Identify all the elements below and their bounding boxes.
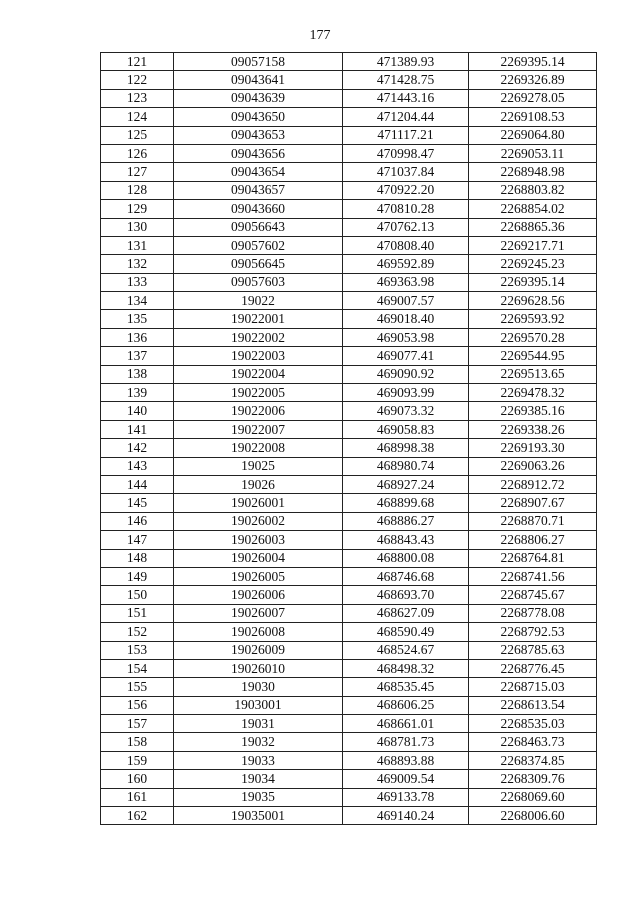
row-number-cell: 136 [101, 328, 174, 346]
y-coordinate-cell: 2269245.23 [469, 255, 597, 273]
coordinates-table [100, 52, 597, 825]
row-number-cell: 159 [101, 751, 174, 769]
row-number-cell: 144 [101, 475, 174, 493]
row-number-cell: 158 [101, 733, 174, 751]
table-row [101, 623, 597, 641]
row-number-cell: 125 [101, 126, 174, 144]
row-number-cell: 121 [101, 53, 174, 71]
y-coordinate-cell: 2268309.76 [469, 770, 597, 788]
y-coordinate-cell: 2269628.56 [469, 292, 597, 310]
table-row [101, 512, 597, 530]
row-number-cell: 161 [101, 788, 174, 806]
y-coordinate-cell: 2269193.30 [469, 439, 597, 457]
table-body [101, 53, 597, 825]
row-number-cell: 133 [101, 273, 174, 291]
y-coordinate-cell: 2268785.63 [469, 641, 597, 659]
row-number-cell: 145 [101, 494, 174, 512]
table-row [101, 365, 597, 383]
point-code-cell: 19026005 [174, 567, 343, 585]
table-row [101, 236, 597, 254]
row-number-cell: 160 [101, 770, 174, 788]
point-code-cell: 09043654 [174, 163, 343, 181]
table-row [101, 181, 597, 199]
y-coordinate-cell: 2268870.71 [469, 512, 597, 530]
table-row [101, 420, 597, 438]
row-number-cell: 151 [101, 604, 174, 622]
row-number-cell: 146 [101, 512, 174, 530]
x-coordinate-cell: 468899.68 [343, 494, 469, 512]
table-row [101, 567, 597, 585]
y-coordinate-cell: 2269478.32 [469, 384, 597, 402]
row-number-cell: 140 [101, 402, 174, 420]
row-number-cell: 142 [101, 439, 174, 457]
x-coordinate-cell: 469073.32 [343, 402, 469, 420]
y-coordinate-cell: 2269570.28 [469, 328, 597, 346]
row-number-cell: 148 [101, 549, 174, 567]
x-coordinate-cell: 468746.68 [343, 567, 469, 585]
x-coordinate-cell: 468590.49 [343, 623, 469, 641]
y-coordinate-cell: 2268912.72 [469, 475, 597, 493]
x-coordinate-cell: 469592.89 [343, 255, 469, 273]
y-coordinate-cell: 2268948.98 [469, 163, 597, 181]
point-code-cell: 19025 [174, 457, 343, 475]
y-coordinate-cell: 2268613.54 [469, 696, 597, 714]
y-coordinate-cell: 2269395.14 [469, 273, 597, 291]
x-coordinate-cell: 469140.24 [343, 807, 469, 825]
x-coordinate-cell: 471117.21 [343, 126, 469, 144]
y-coordinate-cell: 2269385.16 [469, 402, 597, 420]
x-coordinate-cell: 468535.45 [343, 678, 469, 696]
y-coordinate-cell: 2268907.67 [469, 494, 597, 512]
x-coordinate-cell: 469093.99 [343, 384, 469, 402]
y-coordinate-cell: 2268745.67 [469, 586, 597, 604]
row-number-cell: 137 [101, 347, 174, 365]
y-coordinate-cell: 2268776.45 [469, 659, 597, 677]
x-coordinate-cell: 469090.92 [343, 365, 469, 383]
point-code-cell: 09043657 [174, 181, 343, 199]
row-number-cell: 156 [101, 696, 174, 714]
table-row [101, 751, 597, 769]
x-coordinate-cell: 468998.38 [343, 439, 469, 457]
y-coordinate-cell: 2268463.73 [469, 733, 597, 751]
x-coordinate-cell: 470808.40 [343, 236, 469, 254]
point-code-cell: 19022006 [174, 402, 343, 420]
y-coordinate-cell: 2269217.71 [469, 236, 597, 254]
y-coordinate-cell: 2268715.03 [469, 678, 597, 696]
y-coordinate-cell: 2268778.08 [469, 604, 597, 622]
point-code-cell: 19026002 [174, 512, 343, 530]
row-number-cell: 143 [101, 457, 174, 475]
table-row [101, 586, 597, 604]
x-coordinate-cell: 468606.25 [343, 696, 469, 714]
y-coordinate-cell: 2269338.26 [469, 420, 597, 438]
row-number-cell: 157 [101, 715, 174, 733]
y-coordinate-cell: 2269063.26 [469, 457, 597, 475]
table-row [101, 733, 597, 751]
table-row [101, 163, 597, 181]
row-number-cell: 154 [101, 659, 174, 677]
row-number-cell: 152 [101, 623, 174, 641]
table-row [101, 71, 597, 89]
table-row [101, 788, 597, 806]
table-row [101, 770, 597, 788]
table-row [101, 89, 597, 107]
y-coordinate-cell: 2268806.27 [469, 531, 597, 549]
point-code-cell: 19022004 [174, 365, 343, 383]
y-coordinate-cell: 2269395.14 [469, 53, 597, 71]
x-coordinate-cell: 470998.47 [343, 144, 469, 162]
point-code-cell: 19035001 [174, 807, 343, 825]
row-number-cell: 124 [101, 108, 174, 126]
y-coordinate-cell: 2268792.53 [469, 623, 597, 641]
point-code-cell: 19026003 [174, 531, 343, 549]
point-code-cell: 19035 [174, 788, 343, 806]
x-coordinate-cell: 468498.32 [343, 659, 469, 677]
row-number-cell: 153 [101, 641, 174, 659]
row-number-cell: 122 [101, 71, 174, 89]
point-code-cell: 19026001 [174, 494, 343, 512]
x-coordinate-cell: 469058.83 [343, 420, 469, 438]
x-coordinate-cell: 471037.84 [343, 163, 469, 181]
x-coordinate-cell: 469018.40 [343, 310, 469, 328]
table-row [101, 549, 597, 567]
point-code-cell: 09043656 [174, 144, 343, 162]
y-coordinate-cell: 2269513.65 [469, 365, 597, 383]
row-number-cell: 149 [101, 567, 174, 585]
table-row [101, 126, 597, 144]
y-coordinate-cell: 2268854.02 [469, 200, 597, 218]
table-row [101, 678, 597, 696]
x-coordinate-cell: 468927.24 [343, 475, 469, 493]
x-coordinate-cell: 469133.78 [343, 788, 469, 806]
point-code-cell: 19022001 [174, 310, 343, 328]
point-code-cell: 19022005 [174, 384, 343, 402]
y-coordinate-cell: 2268374.85 [469, 751, 597, 769]
table-row [101, 384, 597, 402]
point-code-cell: 09057602 [174, 236, 343, 254]
point-code-cell: 09043641 [174, 71, 343, 89]
x-coordinate-cell: 468661.01 [343, 715, 469, 733]
x-coordinate-cell: 469077.41 [343, 347, 469, 365]
point-code-cell: 09056643 [174, 218, 343, 236]
point-code-cell: 19026010 [174, 659, 343, 677]
table-row [101, 715, 597, 733]
point-code-cell: 1903001 [174, 696, 343, 714]
table-row [101, 604, 597, 622]
x-coordinate-cell: 470922.20 [343, 181, 469, 199]
row-number-cell: 138 [101, 365, 174, 383]
point-code-cell: 19026009 [174, 641, 343, 659]
x-coordinate-cell: 468843.43 [343, 531, 469, 549]
table-row [101, 439, 597, 457]
x-coordinate-cell: 471443.16 [343, 89, 469, 107]
table-row [101, 494, 597, 512]
table-row [101, 108, 597, 126]
y-coordinate-cell: 2268865.36 [469, 218, 597, 236]
x-coordinate-cell: 471389.93 [343, 53, 469, 71]
y-coordinate-cell: 2269053.11 [469, 144, 597, 162]
y-coordinate-cell: 2268006.60 [469, 807, 597, 825]
table-row [101, 402, 597, 420]
x-coordinate-cell: 470810.28 [343, 200, 469, 218]
point-code-cell: 09057158 [174, 53, 343, 71]
y-coordinate-cell: 2268535.03 [469, 715, 597, 733]
row-number-cell: 132 [101, 255, 174, 273]
x-coordinate-cell: 468524.67 [343, 641, 469, 659]
point-code-cell: 19022007 [174, 420, 343, 438]
x-coordinate-cell: 471204.44 [343, 108, 469, 126]
table-row [101, 347, 597, 365]
point-code-cell: 19026006 [174, 586, 343, 604]
point-code-cell: 19022003 [174, 347, 343, 365]
table-row [101, 457, 597, 475]
point-code-cell: 09043650 [174, 108, 343, 126]
row-number-cell: 150 [101, 586, 174, 604]
point-code-cell: 19031 [174, 715, 343, 733]
row-number-cell: 123 [101, 89, 174, 107]
x-coordinate-cell: 468800.08 [343, 549, 469, 567]
table-row [101, 255, 597, 273]
x-coordinate-cell: 469009.54 [343, 770, 469, 788]
x-coordinate-cell: 468980.74 [343, 457, 469, 475]
y-coordinate-cell: 2268069.60 [469, 788, 597, 806]
x-coordinate-cell: 468627.09 [343, 604, 469, 622]
table-row [101, 144, 597, 162]
row-number-cell: 134 [101, 292, 174, 310]
point-code-cell: 09043639 [174, 89, 343, 107]
table-row [101, 53, 597, 71]
row-number-cell: 147 [101, 531, 174, 549]
point-code-cell: 19022 [174, 292, 343, 310]
row-number-cell: 135 [101, 310, 174, 328]
row-number-cell: 126 [101, 144, 174, 162]
row-number-cell: 127 [101, 163, 174, 181]
point-code-cell: 19034 [174, 770, 343, 788]
table-row [101, 659, 597, 677]
table-row [101, 292, 597, 310]
y-coordinate-cell: 2268741.56 [469, 567, 597, 585]
y-coordinate-cell: 2269278.05 [469, 89, 597, 107]
point-code-cell: 09043653 [174, 126, 343, 144]
row-number-cell: 128 [101, 181, 174, 199]
x-coordinate-cell: 469363.98 [343, 273, 469, 291]
row-number-cell: 129 [101, 200, 174, 218]
point-code-cell: 09056645 [174, 255, 343, 273]
point-code-cell: 19026004 [174, 549, 343, 567]
x-coordinate-cell: 470762.13 [343, 218, 469, 236]
point-code-cell: 19026 [174, 475, 343, 493]
point-code-cell: 19022008 [174, 439, 343, 457]
x-coordinate-cell: 468893.88 [343, 751, 469, 769]
table-row [101, 475, 597, 493]
table-row [101, 310, 597, 328]
row-number-cell: 155 [101, 678, 174, 696]
y-coordinate-cell: 2268764.81 [469, 549, 597, 567]
table-row [101, 273, 597, 291]
point-code-cell: 19026008 [174, 623, 343, 641]
table-row [101, 696, 597, 714]
row-number-cell: 141 [101, 420, 174, 438]
table-row [101, 218, 597, 236]
point-code-cell: 19032 [174, 733, 343, 751]
point-code-cell: 19022002 [174, 328, 343, 346]
row-number-cell: 131 [101, 236, 174, 254]
x-coordinate-cell: 469053.98 [343, 328, 469, 346]
point-code-cell: 19030 [174, 678, 343, 696]
x-coordinate-cell: 469007.57 [343, 292, 469, 310]
table-row [101, 200, 597, 218]
row-number-cell: 139 [101, 384, 174, 402]
y-coordinate-cell: 2269593.92 [469, 310, 597, 328]
y-coordinate-cell: 2269064.80 [469, 126, 597, 144]
x-coordinate-cell: 468886.27 [343, 512, 469, 530]
table-row [101, 531, 597, 549]
table-row [101, 807, 597, 825]
row-number-cell: 130 [101, 218, 174, 236]
point-code-cell: 09057603 [174, 273, 343, 291]
table-row [101, 641, 597, 659]
point-code-cell: 19026007 [174, 604, 343, 622]
row-number-cell: 162 [101, 807, 174, 825]
page-number: 177 [309, 28, 331, 43]
point-code-cell: 09043660 [174, 200, 343, 218]
x-coordinate-cell: 468781.73 [343, 733, 469, 751]
table-row [101, 328, 597, 346]
y-coordinate-cell: 2269326.89 [469, 71, 597, 89]
y-coordinate-cell: 2269108.53 [469, 108, 597, 126]
x-coordinate-cell: 471428.75 [343, 71, 469, 89]
y-coordinate-cell: 2269544.95 [469, 347, 597, 365]
y-coordinate-cell: 2268803.82 [469, 181, 597, 199]
point-code-cell: 19033 [174, 751, 343, 769]
x-coordinate-cell: 468693.70 [343, 586, 469, 604]
